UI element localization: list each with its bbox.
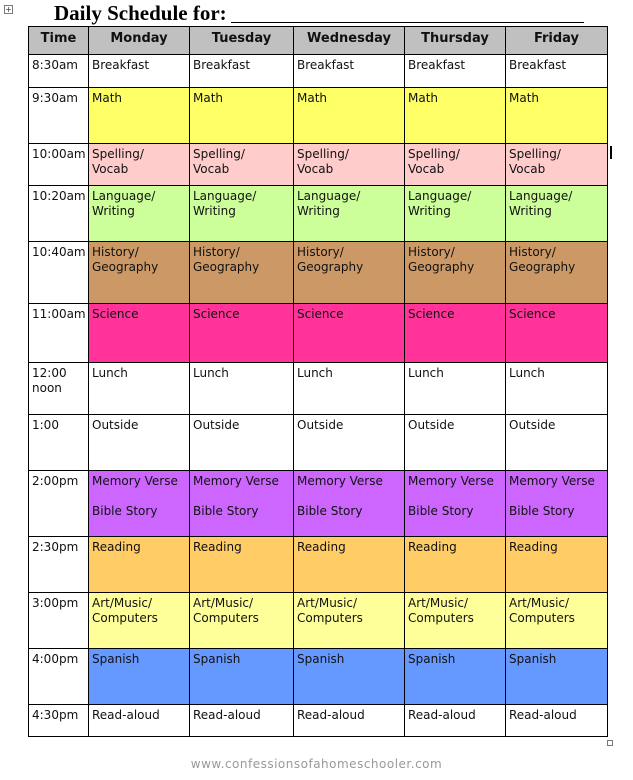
activity-cell-thursday[interactable] xyxy=(405,471,506,537)
activity-text: Read-aloud xyxy=(408,708,476,722)
activity-text: Lunch xyxy=(509,366,545,380)
time-text: 9:30am xyxy=(32,91,78,105)
activity-text: Geography xyxy=(509,260,576,274)
activity-cell-tuesday[interactable] xyxy=(190,537,294,593)
activity-cell-monday[interactable] xyxy=(89,88,190,144)
activity-cell-thursday[interactable] xyxy=(405,537,506,593)
activity-cell-tuesday[interactable] xyxy=(190,705,294,737)
schedule-body xyxy=(29,55,608,737)
activity-text: Computers xyxy=(509,611,575,625)
activity-text: Science xyxy=(408,307,455,321)
activity-cell-monday[interactable] xyxy=(89,363,190,415)
activity-text: Writing xyxy=(92,204,135,218)
activity-text: Geography xyxy=(297,260,364,274)
activity-text: Breakfast xyxy=(297,58,355,72)
activity-text: Art/Music/ xyxy=(509,596,570,610)
activity-text: Language/ xyxy=(509,189,573,203)
time-cell[interactable] xyxy=(29,144,89,186)
activity-text: Breakfast xyxy=(408,58,466,72)
activity-text: Language/ xyxy=(297,189,361,203)
activity-cell-monday[interactable] xyxy=(89,649,190,705)
table-row xyxy=(29,593,608,649)
activity-cell-friday[interactable] xyxy=(506,186,608,242)
activity-text: Science xyxy=(297,307,344,321)
header-friday: Friday xyxy=(506,27,608,55)
activity-text: Lunch xyxy=(92,366,128,380)
activity-cell-thursday[interactable] xyxy=(405,242,506,304)
activity-cell-wednesday[interactable] xyxy=(294,705,405,737)
activity-cell-wednesday[interactable] xyxy=(294,88,405,144)
activity-text: Lunch xyxy=(297,366,333,380)
activity-text: Language/ xyxy=(193,189,257,203)
table-row xyxy=(29,88,608,144)
activity-cell-thursday[interactable] xyxy=(405,705,506,737)
activity-text: History/ xyxy=(408,245,455,259)
activity-cell-friday[interactable] xyxy=(506,363,608,415)
activity-text: Computers xyxy=(297,611,363,625)
time-cell[interactable] xyxy=(29,304,89,363)
activity-cell-thursday[interactable] xyxy=(405,363,506,415)
table-row xyxy=(29,649,608,705)
activity-text: Math xyxy=(509,91,540,105)
activity-cell-tuesday[interactable] xyxy=(190,304,294,363)
table-row xyxy=(29,415,608,471)
time-cell[interactable] xyxy=(29,186,89,242)
time-cell[interactable] xyxy=(29,471,89,537)
activity-cell-wednesday[interactable] xyxy=(294,471,405,537)
activity-cell-wednesday[interactable] xyxy=(294,186,405,242)
activity-cell-thursday[interactable] xyxy=(405,593,506,649)
table-row xyxy=(29,537,608,593)
activity-text: Vocab xyxy=(193,162,230,176)
activity-text: Reading xyxy=(408,540,457,554)
activity-cell-tuesday[interactable] xyxy=(190,88,294,144)
activity-text: Memory Verse xyxy=(509,474,595,488)
activity-text: Reading xyxy=(297,540,346,554)
activity-cell-wednesday[interactable] xyxy=(294,304,405,363)
time-text: 1:00 xyxy=(32,418,59,432)
activity-text: Math xyxy=(193,91,224,105)
time-text: 2:30pm xyxy=(32,540,79,554)
activity-text: Writing xyxy=(193,204,236,218)
activity-text: Math xyxy=(92,91,123,105)
activity-text: Science xyxy=(193,307,240,321)
activity-cell-wednesday[interactable] xyxy=(294,649,405,705)
activity-text: Writing xyxy=(408,204,451,218)
activity-text: Geography xyxy=(193,260,260,274)
activity-cell-friday[interactable] xyxy=(506,649,608,705)
activity-text: Science xyxy=(509,307,556,321)
activity-text: History/ xyxy=(193,245,240,259)
activity-cell-wednesday[interactable] xyxy=(294,363,405,415)
activity-text: Breakfast xyxy=(193,58,251,72)
activity-cell-friday[interactable] xyxy=(506,593,608,649)
activity-text: Bible Story xyxy=(193,504,259,518)
activity-cell-thursday[interactable] xyxy=(405,88,506,144)
activity-cell-friday[interactable] xyxy=(506,144,608,186)
activity-text: Vocab xyxy=(408,162,445,176)
activity-text: Spanish xyxy=(92,652,140,666)
header-monday: Monday xyxy=(89,27,190,55)
activity-text: Read-aloud xyxy=(193,708,261,722)
activity-cell-tuesday[interactable] xyxy=(190,471,294,537)
time-cell[interactable] xyxy=(29,649,89,705)
activity-text: Breakfast xyxy=(92,58,150,72)
activity-text: Outside xyxy=(92,418,139,432)
activity-cell-wednesday[interactable] xyxy=(294,415,405,471)
activity-cell-monday[interactable] xyxy=(89,471,190,537)
activity-text: Reading xyxy=(92,540,141,554)
activity-cell-tuesday[interactable] xyxy=(190,144,294,186)
activity-cell-thursday[interactable] xyxy=(405,144,506,186)
time-text: 12:00 xyxy=(32,366,67,380)
activity-text: Writing xyxy=(509,204,552,218)
activity-text: Outside xyxy=(193,418,240,432)
title-fill-line[interactable] xyxy=(231,4,584,23)
activity-text: Spelling/ xyxy=(408,147,460,161)
activity-text: Spelling/ xyxy=(92,147,144,161)
activity-text: Outside xyxy=(509,418,556,432)
activity-cell-thursday[interactable] xyxy=(405,649,506,705)
activity-cell-friday[interactable] xyxy=(506,471,608,537)
table-row xyxy=(29,186,608,242)
time-text: 10:40am xyxy=(32,245,86,259)
header-row xyxy=(29,27,608,55)
activity-cell-monday[interactable] xyxy=(89,186,190,242)
activity-text: Math xyxy=(408,91,439,105)
activity-text: Art/Music/ xyxy=(193,596,254,610)
table-row xyxy=(29,242,608,304)
time-text: noon xyxy=(32,381,62,395)
activity-cell-monday[interactable] xyxy=(89,415,190,471)
activity-cell-monday[interactable] xyxy=(89,593,190,649)
activity-cell-wednesday[interactable] xyxy=(294,537,405,593)
activity-text: Art/Music/ xyxy=(297,596,358,610)
header-thursday: Thursday xyxy=(405,27,506,55)
activity-cell-friday[interactable] xyxy=(506,88,608,144)
activity-cell-tuesday[interactable] xyxy=(190,186,294,242)
activity-cell-monday[interactable] xyxy=(89,55,190,88)
activity-text: Spanish xyxy=(193,652,241,666)
text-cursor xyxy=(610,146,612,159)
activity-text: Spanish xyxy=(408,652,456,666)
table-row xyxy=(29,471,608,537)
activity-text: Vocab xyxy=(509,162,546,176)
time-text: 3:00pm xyxy=(32,596,79,610)
activity-text: History/ xyxy=(92,245,139,259)
activity-cell-wednesday[interactable] xyxy=(294,242,405,304)
time-text: 8:30am xyxy=(32,58,78,72)
schedule-table xyxy=(28,26,608,737)
activity-cell-monday[interactable] xyxy=(89,144,190,186)
time-text: 11:00am xyxy=(32,307,86,321)
activity-cell-monday[interactable] xyxy=(89,304,190,363)
activity-text: Art/Music/ xyxy=(408,596,469,610)
activity-text: Reading xyxy=(193,540,242,554)
time-text: 10:00am xyxy=(32,147,86,161)
activity-text: Computers xyxy=(408,611,474,625)
activity-text: Spanish xyxy=(509,652,557,666)
activity-text: Memory Verse xyxy=(193,474,279,488)
table-move-handle-icon[interactable]: + xyxy=(5,5,12,14)
activity-text: Spanish xyxy=(297,652,345,666)
time-cell[interactable] xyxy=(29,55,89,88)
time-cell[interactable] xyxy=(29,363,89,415)
activity-text: Vocab xyxy=(297,162,334,176)
activity-text: Computers xyxy=(92,611,158,625)
activity-text: Art/Music/ xyxy=(92,596,153,610)
footer-url: www.confessionsofahomeschooler.com xyxy=(190,757,443,771)
time-text: 4:00pm xyxy=(32,652,79,666)
activity-text: Writing xyxy=(297,204,340,218)
table-row xyxy=(29,363,608,415)
header-wednesday: Wednesday xyxy=(294,27,405,55)
time-cell[interactable] xyxy=(29,415,89,471)
activity-cell-thursday[interactable] xyxy=(405,55,506,88)
activity-cell-thursday[interactable] xyxy=(405,415,506,471)
activity-cell-tuesday[interactable] xyxy=(190,649,294,705)
time-text: 2:00pm xyxy=(32,474,79,488)
activity-cell-friday[interactable] xyxy=(506,304,608,363)
activity-text: Geography xyxy=(408,260,475,274)
time-cell[interactable] xyxy=(29,242,89,304)
activity-cell-tuesday[interactable] xyxy=(190,242,294,304)
title-text: Daily Schedule for: xyxy=(54,1,227,25)
activity-text: Spelling/ xyxy=(193,147,245,161)
activity-cell-wednesday[interactable] xyxy=(294,55,405,88)
time-cell[interactable] xyxy=(29,537,89,593)
activity-cell-thursday[interactable] xyxy=(405,304,506,363)
header-tuesday: Tuesday xyxy=(190,27,294,55)
activity-cell-tuesday[interactable] xyxy=(190,55,294,88)
activity-text: Math xyxy=(297,91,328,105)
page-title xyxy=(54,2,584,26)
activity-cell-tuesday[interactable] xyxy=(190,363,294,415)
activity-text: Outside xyxy=(297,418,344,432)
time-cell[interactable] xyxy=(29,88,89,144)
activity-text: Science xyxy=(92,307,139,321)
time-cell[interactable] xyxy=(29,705,89,737)
activity-cell-tuesday[interactable] xyxy=(190,415,294,471)
activity-text: Geography xyxy=(92,260,159,274)
table-row xyxy=(29,144,608,186)
activity-cell-friday[interactable] xyxy=(506,537,608,593)
activity-text: Read-aloud xyxy=(92,708,160,722)
table-row xyxy=(29,304,608,363)
header-time: Time xyxy=(29,27,89,55)
activity-cell-friday[interactable] xyxy=(506,415,608,471)
activity-cell-wednesday[interactable] xyxy=(294,144,405,186)
activity-text: History/ xyxy=(509,245,556,259)
time-text: 10:20am xyxy=(32,189,86,203)
activity-text: Lunch xyxy=(193,366,229,380)
activity-text: Read-aloud xyxy=(297,708,365,722)
activity-cell-friday[interactable] xyxy=(506,705,608,737)
activity-text: Outside xyxy=(408,418,455,432)
activity-text: Reading xyxy=(509,540,558,554)
activity-cell-friday[interactable] xyxy=(506,242,608,304)
activity-cell-thursday[interactable] xyxy=(405,186,506,242)
activity-cell-monday[interactable] xyxy=(89,705,190,737)
activity-text: Bible Story xyxy=(509,504,575,518)
activity-text: Bible Story xyxy=(408,504,474,518)
activity-text: Lunch xyxy=(408,366,444,380)
activity-text: Bible Story xyxy=(297,504,363,518)
table-row xyxy=(29,705,608,737)
activity-text: Spelling/ xyxy=(297,147,349,161)
activity-cell-monday[interactable] xyxy=(89,242,190,304)
activity-text: History/ xyxy=(297,245,344,259)
table-resize-handle[interactable] xyxy=(607,740,613,746)
activity-text: Bible Story xyxy=(92,504,158,518)
activity-cell-wednesday[interactable] xyxy=(294,593,405,649)
activity-text: Spelling/ xyxy=(509,147,561,161)
activity-text: Read-aloud xyxy=(509,708,577,722)
activity-text: Language/ xyxy=(408,189,472,203)
activity-text: Computers xyxy=(193,611,259,625)
activity-text: Vocab xyxy=(92,162,129,176)
activity-cell-friday[interactable] xyxy=(506,55,608,88)
activity-text: Memory Verse xyxy=(297,474,383,488)
time-cell[interactable] xyxy=(29,593,89,649)
activity-text: Breakfast xyxy=(509,58,567,72)
activity-cell-monday[interactable] xyxy=(89,537,190,593)
time-text: 4:30pm xyxy=(32,708,79,722)
activity-text: Memory Verse xyxy=(92,474,178,488)
activity-text: Memory Verse xyxy=(408,474,494,488)
table-row xyxy=(29,55,608,88)
activity-text: Language/ xyxy=(92,189,156,203)
activity-cell-tuesday[interactable] xyxy=(190,593,294,649)
